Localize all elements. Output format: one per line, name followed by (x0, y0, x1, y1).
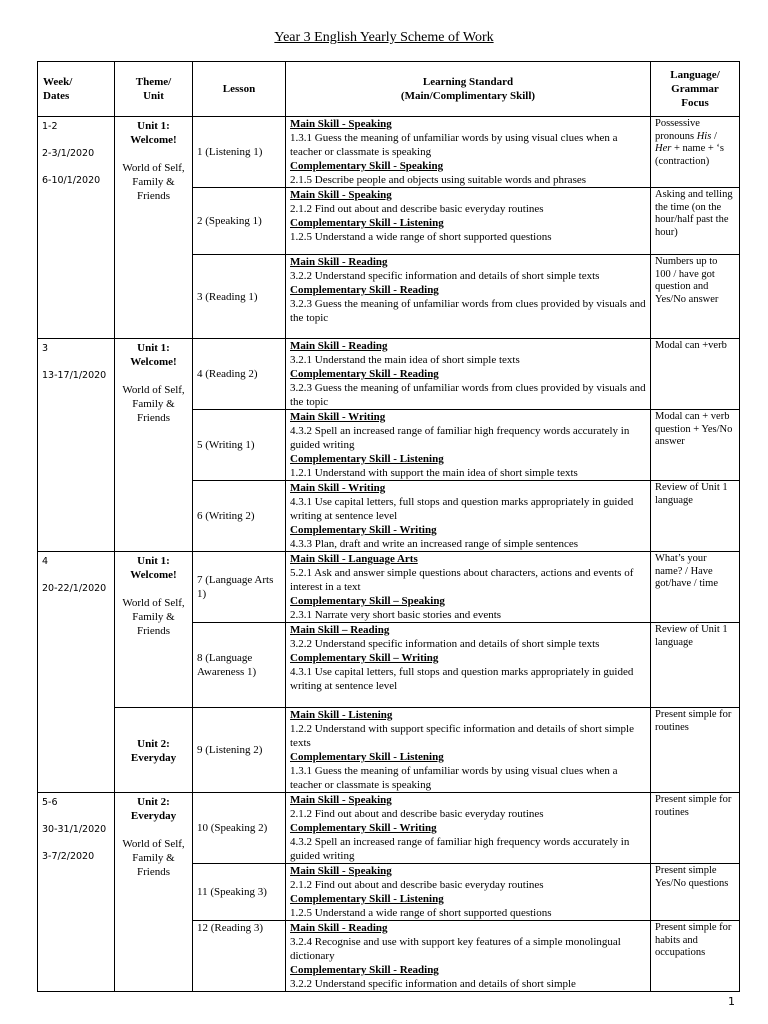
theme-unit-cell (115, 552, 193, 708)
grammar-focus-cell: Present simple Yes/No questions (651, 864, 740, 921)
theme-unit-cell (115, 339, 193, 552)
week-dates-cell: 4 20-22/1/2020 (38, 552, 115, 793)
unit-title: Unit 1: Welcome! (130, 342, 177, 368)
grammar-focus-cell: Review of Unit 1 language (651, 481, 740, 552)
main-skill-heading: Main Skill - Reading (290, 340, 388, 352)
lesson-cell: 1 (Listening 1) (193, 117, 286, 188)
theme-unit-cell (115, 117, 193, 339)
complementary-skill-heading: Complementary Skill - Reading (290, 964, 439, 976)
main-skill-standard: 3.2.1 Understand the main idea of short simple texts (290, 354, 520, 366)
week-dates-cell: 3 13-17/1/2020 (38, 339, 115, 552)
learning-standard-cell (286, 864, 651, 921)
theme-name: World of Self, Family & Friends (122, 597, 185, 637)
scheme-of-work-table (37, 61, 740, 992)
complementary-skill-standard: 4.3.2 Spell an increased range of familiar high frequency words accurately in guided writing (290, 836, 630, 862)
unit-title: Unit 2: Everyday (130, 796, 177, 822)
learning-standard-cell (286, 552, 651, 623)
header-lesson: Lesson (193, 62, 286, 117)
complementary-skill-standard: 3.2.2 Understand specific information and details of short simple (290, 978, 576, 990)
complementary-skill-heading: Complementary Skill - Writing (290, 524, 437, 536)
complementary-skill-heading: Complementary Skill – Speaking (290, 595, 445, 607)
grammar-focus-cell: Present simple for routines (651, 793, 740, 864)
main-skill-heading: Main Skill - Speaking (290, 865, 392, 877)
main-skill-heading: Main Skill - Speaking (290, 189, 392, 201)
main-skill-heading: Main Skill - Writing (290, 411, 386, 423)
learning-standard-cell (286, 623, 651, 708)
main-skill-heading: Main Skill - Writing (290, 482, 386, 494)
grammar-focus-cell: Present simple for habits and occupations (651, 921, 740, 992)
main-skill-standard: 3.2.4 Recognise and use with support key features of a simple monolingual dictionary (290, 936, 621, 962)
main-skill-heading: Main Skill - Speaking (290, 794, 392, 806)
complementary-skill-standard: 1.2.5 Understand a wide range of short supported questions (290, 907, 552, 919)
lesson-cell: 8 (Language Awareness 1) (193, 623, 286, 708)
header-row (38, 62, 740, 117)
lesson-cell: 9 (Listening 2) (193, 708, 286, 793)
complementary-skill-heading: Complementary Skill - Listening (290, 751, 444, 763)
grammar-focus-cell: Asking and telling the time (on the hour/half past the hour) (651, 188, 740, 255)
unit-title: Unit 1: Welcome! (130, 120, 177, 146)
learning-standard-cell (286, 921, 651, 992)
lesson-cell: 12 (Reading 3) (193, 921, 286, 992)
grammar-focus-cell: Modal can +verb (651, 339, 740, 410)
main-skill-standard: 2.1.2 Find out about and describe basic everyday routines (290, 879, 544, 891)
table-row (38, 339, 740, 410)
lesson-cell: 10 (Speaking 2) (193, 793, 286, 864)
learning-standard-cell (286, 117, 651, 188)
main-skill-heading: Main Skill - Listening (290, 709, 393, 721)
lesson-cell: 3 (Reading 1) (193, 255, 286, 339)
theme-unit-cell (115, 793, 193, 992)
complementary-skill-standard: 1.2.5 Understand a wide range of short supported questions (290, 231, 552, 243)
complementary-skill-standard: 2.3.1 Narrate very short basic stories and events (290, 609, 502, 621)
main-skill-standard: 1.3.1 Guess the meaning of unfamiliar words by using visual clues when a teacher or classmate is speaking (290, 132, 618, 158)
lesson-cell: 6 (Writing 2) (193, 481, 286, 552)
complementary-skill-heading: Complementary Skill - Reading (290, 284, 439, 296)
main-skill-heading: Main Skill - Reading (290, 256, 388, 268)
main-skill-heading: Main Skill - Speaking (290, 118, 392, 130)
complementary-skill-heading: Complementary Skill - Speaking (290, 160, 444, 172)
grammar-focus-cell: Possessive pronouns His / Her + name + ‘s (contraction) (651, 117, 740, 188)
grammar-focus-cell: Present simple for routines (651, 708, 740, 793)
main-skill-standard: 4.3.1 Use capital letters, full stops and question marks appropriately in guided writing at sentence level (290, 496, 634, 522)
table-row (38, 793, 740, 864)
complementary-skill-standard: 3.2.3 Guess the meaning of unfamiliar words from clues provided by visuals and the topic (290, 382, 646, 408)
unit-title: Unit 2: Everyday (130, 738, 177, 764)
main-skill-standard: 3.2.2 Understand specific information and details of short simple texts (290, 638, 600, 650)
lesson-cell: 4 (Reading 2) (193, 339, 286, 410)
table-row (38, 552, 740, 623)
learning-standard-cell (286, 339, 651, 410)
week-dates-cell: 5-6 30-31/1/2020 3-7/2/2020 (38, 793, 115, 992)
main-skill-standard: 2.1.2 Find out about and describe basic everyday routines (290, 808, 544, 820)
header-grammar-focus: Language/ Grammar Focus (651, 62, 740, 117)
complementary-skill-heading: Complementary Skill - Listening (290, 453, 444, 465)
learning-standard-cell (286, 188, 651, 255)
complementary-skill-heading: Complementary Skill – Writing (290, 652, 439, 664)
learning-standard-cell (286, 481, 651, 552)
learning-standard-cell (286, 793, 651, 864)
page-number: 1 (728, 995, 735, 1008)
main-skill-standard: 3.2.2 Understand specific information and details of short simple texts (290, 270, 600, 282)
complementary-skill-standard: 3.2.3 Guess the meaning of unfamiliar words from clues provided by visuals and the topic (290, 298, 646, 324)
main-skill-standard: 2.1.2 Find out about and describe basic everyday routines (290, 203, 544, 215)
theme-name: World of Self, Family & Friends (122, 838, 185, 878)
complementary-skill-heading: Complementary Skill - Writing (290, 822, 437, 834)
header-week-dates: Week/ Dates (38, 62, 115, 117)
grammar-focus-cell: Numbers up to 100 / have got question and Yes/No answer (651, 255, 740, 339)
complementary-skill-heading: Complementary Skill - Listening (290, 893, 444, 905)
header-learning-standard: Learning Standard (Main/Complimentary Skill) (286, 62, 651, 117)
lesson-cell: 2 (Speaking 1) (193, 188, 286, 255)
complementary-skill-standard: 4.3.1 Use capital letters, full stops and question marks appropriately in guided writing at sentence level (290, 666, 634, 692)
complementary-skill-heading: Complementary Skill - Reading (290, 368, 439, 380)
main-skill-heading: Main Skill - Reading (290, 922, 388, 934)
learning-standard-cell (286, 255, 651, 339)
theme-unit-cell (115, 708, 193, 793)
main-skill-heading: Main Skill – Reading (290, 624, 390, 636)
learning-standard-cell (286, 410, 651, 481)
theme-name: World of Self, Family & Friends (122, 162, 185, 202)
complementary-skill-standard: 1.3.1 Guess the meaning of unfamiliar words by using visual clues when a teacher or classmate is speaking (290, 765, 618, 791)
lesson-cell: 7 (Language Arts 1) (193, 552, 286, 623)
week-dates-cell: 1-2 2-3/1/2020 6-10/1/2020 (38, 117, 115, 339)
header-theme-unit: Theme/ Unit (115, 62, 193, 117)
main-skill-standard: 1.2.2 Understand with support specific information and details of short simple texts (290, 723, 634, 749)
unit-title: Unit 1: Welcome! (130, 555, 177, 581)
grammar-focus-cell: Review of Unit 1 language (651, 623, 740, 708)
lesson-cell: 11 (Speaking 3) (193, 864, 286, 921)
table-row (38, 708, 740, 793)
document-title: Year 3 English Yearly Scheme of Work (274, 30, 494, 45)
learning-standard-cell (286, 708, 651, 793)
main-skill-standard: 4.3.2 Spell an increased range of familiar high frequency words accurately in guided writing (290, 425, 630, 451)
theme-name: World of Self, Family & Friends (122, 384, 185, 424)
grammar-focus-cell: What’s your name? / Have got/have / time (651, 552, 740, 623)
lesson-cell: 5 (Writing 1) (193, 410, 286, 481)
complementary-skill-heading: Complementary Skill - Listening (290, 217, 444, 229)
complementary-skill-standard: 4.3.3 Plan, draft and write an increased range of simple sentences (290, 538, 579, 550)
table-row (38, 117, 740, 188)
grammar-focus-cell: Modal can + verb question + Yes/No answer (651, 410, 740, 481)
complementary-skill-standard: 2.1.5 Describe people and objects using suitable words and phrases (290, 174, 587, 186)
main-skill-heading: Main Skill - Language Arts (290, 553, 418, 565)
complementary-skill-standard: 1.2.1 Understand with support the main idea of short simple texts (290, 467, 578, 479)
main-skill-standard: 5.2.1 Ask and answer simple questions about characters, actions and events of interest in a text (290, 567, 634, 593)
